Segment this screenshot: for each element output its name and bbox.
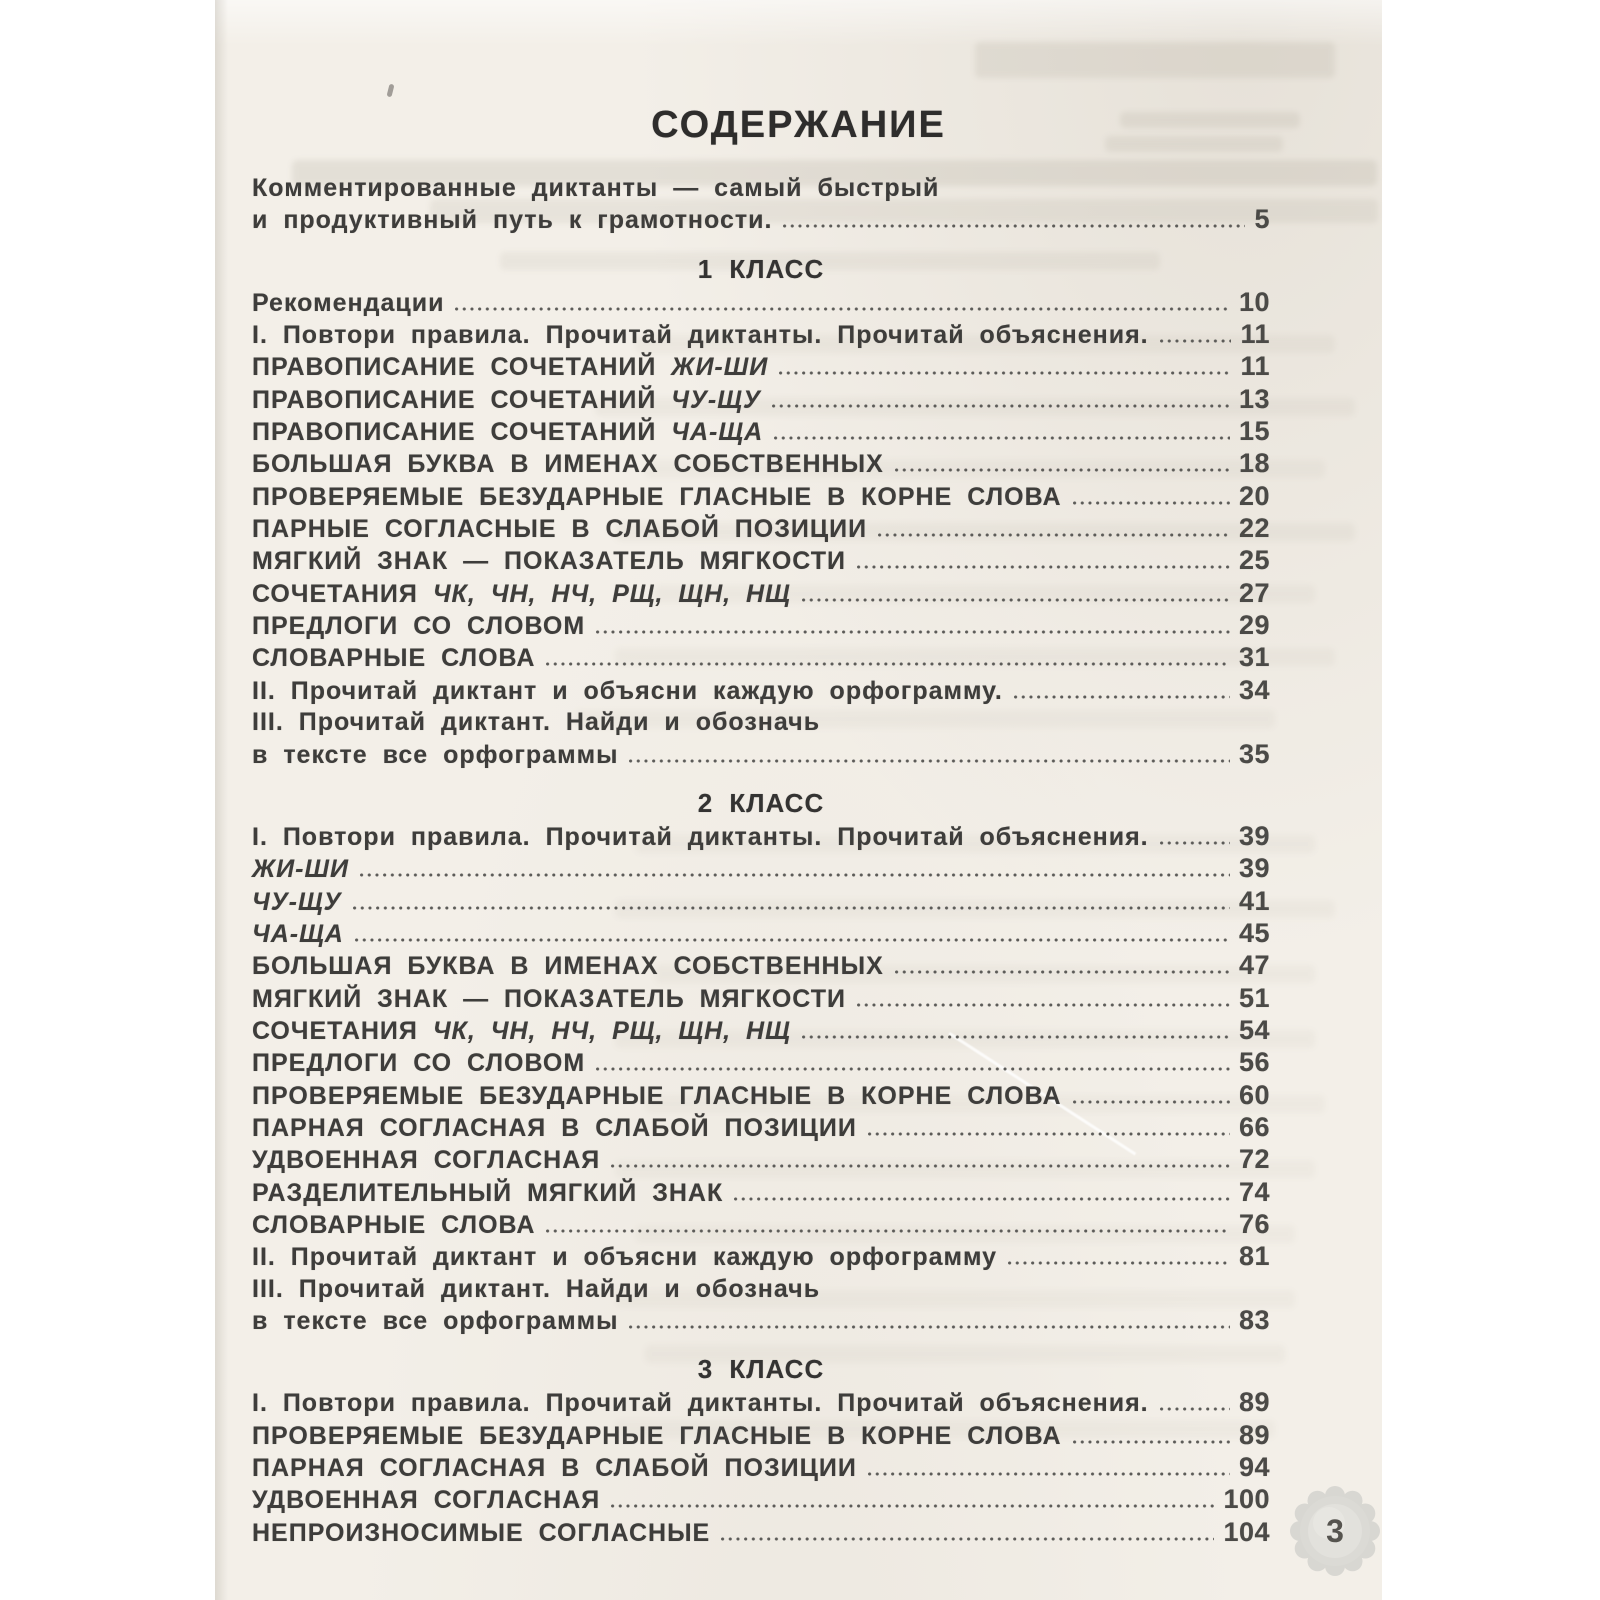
toc-item-label: [252, 288, 444, 319]
toc-row: [252, 319, 1270, 351]
toc-page-number: 5: [1254, 204, 1270, 235]
toc-page-number: 15: [1238, 416, 1270, 447]
toc-page-number: 47: [1238, 950, 1270, 981]
toc-item-label-text: СОЧЕТАНИЯ: [252, 579, 433, 608]
dot-leader: [1008, 1261, 1230, 1265]
dot-leader: [1073, 1440, 1230, 1444]
dot-leader: [1160, 1407, 1230, 1411]
dot-leader: [596, 1067, 1230, 1071]
toc-page-number: 89: [1238, 1419, 1270, 1450]
toc-page-number: 13: [1238, 383, 1270, 414]
toc-page-number: 41: [1238, 885, 1270, 916]
toc-item-label: [252, 1485, 600, 1516]
dot-leader: [857, 565, 1230, 569]
dot-leader: [779, 371, 1231, 375]
bleedthrough-line: [1105, 136, 1283, 152]
dot-leader: [360, 873, 1230, 877]
toc-item-label-italic: ЧУ-ЩУ: [671, 385, 761, 414]
dot-leader: [611, 1504, 1214, 1508]
toc-item-label-italic: ЧК, ЧН, НЧ, РЩ, ЩН, НЩ: [432, 579, 791, 608]
toc-page-number: 94: [1238, 1452, 1270, 1483]
toc-item-label-italic: ЧК, ЧН, НЧ, РЩ, ЩН, НЩ: [432, 1016, 791, 1045]
toc-row: [252, 1387, 1270, 1419]
toc-page-number: 35: [1238, 738, 1270, 769]
toc-item-label: [252, 173, 939, 204]
toc-page-number: 81: [1238, 1241, 1270, 1272]
toc-page-number: 89: [1238, 1387, 1270, 1418]
toc-item-label-text: II. Прочитай диктант и объясни каждую орфограмму.: [252, 676, 1003, 705]
toc-page-number: 60: [1238, 1079, 1270, 1110]
toc-row: [252, 481, 1270, 513]
dot-leader: [355, 938, 1230, 942]
toc-item-label-text: МЯГКИЙ ЗНАК — ПОКАЗАТЕЛЬ МЯГКОСТИ: [252, 984, 846, 1013]
toc-item-label-text: I. Повтори правила. Прочитай диктанты. Прочитай объяснения.: [252, 321, 1149, 350]
toc-page-number: 10: [1238, 286, 1270, 317]
toc-item-label: [252, 205, 772, 236]
dot-leader: [1160, 841, 1230, 845]
toc-page-number: 34: [1238, 674, 1270, 705]
toc-page-number: 104: [1223, 1516, 1270, 1547]
dot-leader: [721, 1537, 1214, 1541]
toc-row: [252, 675, 1270, 707]
toc-item-label-text: БОЛЬШАЯ БУКВА В ИМЕНАХ СОБСТВЕННЫХ: [252, 952, 884, 981]
toc-item-label: [252, 352, 768, 383]
toc-row: [252, 950, 1270, 982]
toc-item-label: [252, 1016, 791, 1047]
toc-row: [252, 1274, 1270, 1305]
toc-item-label-text: I. Повтори правила. Прочитай диктанты. Прочитай объяснения.: [252, 822, 1149, 851]
toc-row: [252, 1305, 1270, 1337]
dot-leader: [734, 1197, 1230, 1201]
toc-page-number: 45: [1238, 917, 1270, 948]
toc-row: [252, 351, 1270, 383]
toc-item-label: [252, 707, 820, 738]
toc-item-label: [252, 1453, 857, 1484]
toc-row: [252, 642, 1270, 674]
toc-item-label: [252, 482, 1062, 513]
toc-item-label-text: I. Повтори правила. Прочитай диктанты. Прочитай объяснения.: [252, 1389, 1149, 1418]
page-number: 3: [1326, 1513, 1344, 1549]
toc-row: [252, 707, 1270, 738]
toc-row: [252, 886, 1270, 918]
toc-item-label: [252, 611, 585, 642]
toc-item-label: [252, 1048, 585, 1079]
page-number-badge: [1289, 1485, 1381, 1577]
dot-leader: [772, 404, 1230, 408]
toc-item-label-text: РАЗДЕЛИТЕЛЬНЫЙ МЯГКИЙ ЗНАК: [252, 1178, 724, 1207]
toc-item-label-text: МЯГКИЙ ЗНАК — ПОКАЗАТЕЛЬ МЯГКОСТИ: [252, 547, 846, 576]
page-title: СОДЕРЖАНИЕ: [651, 104, 946, 146]
toc-page-number: 39: [1238, 853, 1270, 884]
dot-leader: [353, 906, 1230, 910]
toc-item-label: [252, 1518, 710, 1549]
scanned-page: [215, 0, 1382, 1600]
toc-item-label: [252, 951, 884, 982]
toc-item-label-italic: ЖИ-ШИ: [252, 855, 349, 884]
section-header: 2 КЛАСС: [697, 787, 825, 818]
toc-item-label: [252, 417, 763, 448]
toc-item-label: [252, 320, 1149, 351]
toc-page-number: 54: [1238, 1014, 1270, 1045]
toc-item-label: [252, 1274, 820, 1305]
toc-page-number: 29: [1238, 610, 1270, 641]
toc-row: [252, 416, 1270, 448]
toc-item-label-text: ПАРНАЯ СОГЛАСНАЯ В СЛАБОЙ ПОЗИЦИИ: [252, 1454, 857, 1483]
toc-page-number: 11: [1240, 319, 1270, 350]
toc-row: [252, 448, 1270, 480]
dot-leader: [895, 970, 1230, 974]
toc-item-label-italic: ЧА-ЩА: [671, 418, 764, 447]
toc-item-label-italic: ЖИ-ШИ: [671, 353, 769, 382]
toc-row: [252, 1241, 1270, 1273]
toc-row: [252, 173, 1270, 204]
toc-page-number: 72: [1238, 1144, 1270, 1175]
toc-page-number: 11: [1240, 351, 1270, 382]
toc-page-number: 76: [1238, 1208, 1270, 1239]
dot-leader: [629, 759, 1230, 763]
toc-item-label: [252, 887, 342, 918]
toc-row: [252, 739, 1270, 771]
toc-item-label-text: ПАРНЫЕ СОГЛАСНЫЕ В СЛАБОЙ ПОЗИЦИИ: [252, 515, 868, 544]
dot-leader: [774, 436, 1230, 440]
section-header: 3 КЛАСС: [697, 1354, 825, 1385]
toc-page-number: 100: [1223, 1484, 1270, 1515]
dot-leader: [1073, 501, 1230, 505]
toc-row: [252, 610, 1270, 642]
toc-row: [252, 1177, 1270, 1209]
toc-row: [252, 1015, 1270, 1047]
toc-row: [252, 1144, 1270, 1176]
dot-leader: [546, 662, 1230, 666]
toc-row: [252, 287, 1270, 319]
toc-item-label-text: III. Прочитай диктант. Найди и обозначь: [252, 1274, 821, 1303]
toc-page-number: 39: [1238, 820, 1270, 851]
toc-item-label-text: СЛОВАРНЫЕ СЛОВА: [252, 1210, 536, 1239]
toc-item-label: [252, 1081, 1062, 1112]
toc-row: [252, 1080, 1270, 1112]
toc-item-label: [252, 385, 761, 416]
toc-item-label: [252, 984, 846, 1015]
toc-page-number: 74: [1238, 1176, 1270, 1207]
toc-item-label-text: ПРАВОПИСАНИЕ СОЧЕТАНИЙ: [252, 385, 672, 414]
toc-item-label-text: Комментированные диктанты — самый быстрый: [252, 174, 940, 202]
table-of-contents: [252, 173, 1270, 1549]
toc-row: [252, 1452, 1270, 1484]
toc-row: [252, 918, 1270, 950]
toc-item-label-text: ПРОВЕРЯЕМЫЕ БЕЗУДАРНЫЕ ГЛАСНЫЕ В КОРНЕ СЛОВА: [252, 482, 1062, 511]
toc-page-number: 51: [1238, 982, 1270, 1013]
toc-page-number: 25: [1238, 545, 1270, 576]
toc-row: [252, 545, 1270, 577]
bleedthrough-line: [1120, 112, 1300, 128]
toc-item-label: [252, 1210, 535, 1241]
toc-page-number: 83: [1238, 1305, 1270, 1335]
toc-row: [252, 1047, 1270, 1079]
toc-item-label-text: Рекомендации: [252, 288, 445, 317]
toc-page-number: 20: [1238, 480, 1270, 511]
toc-item-label-text: II. Прочитай диктант и объясни каждую орфограмму: [252, 1243, 998, 1272]
dot-leader: [857, 1003, 1230, 1007]
toc-item-label-text: в тексте все орфограммы: [252, 1307, 619, 1335]
toc-row: [252, 1209, 1270, 1241]
toc-item-label: [252, 514, 867, 545]
toc-item-label-text: НЕПРОИЗНОСИМЫЕ СОГЛАСНЫЕ: [252, 1518, 711, 1547]
toc-item-label-text: БОЛЬШАЯ БУКВА В ИМЕНАХ СОБСТВЕННЫХ: [252, 450, 884, 479]
toc-item-label-text: ПАРНАЯ СОГЛАСНАЯ В СЛАБОЙ ПОЗИЦИИ: [252, 1113, 857, 1142]
toc-page-number: 18: [1238, 448, 1270, 479]
toc-page-number: 22: [1238, 513, 1270, 544]
toc-item-label: [252, 740, 618, 771]
toc-row: [252, 384, 1270, 416]
toc-item-label-text: УДВОЕННАЯ СОГЛАСНАЯ: [252, 1486, 601, 1515]
toc-item-label-italic: ЧУ-ЩУ: [252, 887, 342, 916]
toc-item-label-text: СЛОВАРНЫЕ СЛОВА: [252, 644, 536, 673]
toc-row: [252, 1420, 1270, 1452]
toc-item-label-text: ПРОВЕРЯЕМЫЕ БЕЗУДАРНЫЕ ГЛАСНЫЕ В КОРНЕ СЛОВА: [252, 1421, 1062, 1450]
toc-page-number: 31: [1238, 642, 1270, 673]
toc-item-label: [252, 1421, 1062, 1452]
toc-item-label-text: и продуктивный путь к грамотности.: [252, 206, 773, 235]
toc-item-label: [252, 1145, 600, 1176]
toc-row: [252, 204, 1270, 236]
toc-page-number: 66: [1238, 1111, 1270, 1142]
dot-leader: [783, 224, 1245, 228]
dot-leader: [546, 1229, 1230, 1233]
toc-item-label-text: ПРАВОПИСАНИЕ СОЧЕТАНИЙ: [252, 353, 672, 382]
dot-leader: [802, 598, 1230, 602]
toc-item-label-italic: ЧА-ЩА: [252, 919, 344, 948]
toc-item-label-text: УДВОЕННАЯ СОГЛАСНАЯ: [252, 1146, 601, 1175]
toc-item-label-text: ПРЕДЛОГИ СО СЛОВОМ: [252, 612, 586, 641]
dot-leader: [868, 1472, 1230, 1476]
dot-leader: [1014, 695, 1230, 699]
toc-item-label: [252, 1388, 1149, 1419]
dot-leader: [802, 1035, 1230, 1039]
toc-item-label-text: ПРОВЕРЯЕМЫЕ БЕЗУДАРНЫЕ ГЛАСНЫЕ В КОРНЕ СЛОВА: [252, 1081, 1062, 1110]
toc-row: [252, 983, 1270, 1015]
toc-item-label-text: ПРАВОПИСАНИЕ СОЧЕТАНИЙ: [252, 418, 672, 447]
toc-page-number: 56: [1238, 1047, 1270, 1078]
toc-item-label: [252, 676, 1003, 707]
bleedthrough-line: [975, 42, 1335, 78]
toc-row: [252, 853, 1270, 885]
toc-item-label: [252, 1113, 857, 1144]
toc-item-label: [252, 643, 535, 674]
dot-leader: [895, 468, 1230, 472]
dot-leader: [878, 533, 1230, 537]
dot-leader: [629, 1325, 1230, 1329]
toc-item-label-text: в тексте все орфограммы: [252, 740, 619, 769]
toc-row: [252, 578, 1270, 610]
toc-item-label-text: III. Прочитай диктант. Найди и обозначь: [252, 708, 821, 737]
toc-item-label: [252, 579, 791, 610]
toc-row: [252, 821, 1270, 853]
dot-leader: [455, 307, 1229, 311]
toc-item-label: [252, 546, 846, 577]
toc-item-label-text: СОЧЕТАНИЯ: [252, 1016, 433, 1045]
toc-item-label-text: ПРЕДЛОГИ СО СЛОВОМ: [252, 1049, 586, 1078]
toc-item-label: [252, 1306, 618, 1337]
dot-leader: [596, 630, 1230, 634]
toc-item-label: [252, 854, 349, 885]
toc-item-label: [252, 1242, 997, 1273]
dot-leader: [1160, 339, 1232, 343]
toc-row: [252, 1112, 1270, 1144]
ink-speck: [387, 84, 395, 98]
toc-row: [252, 513, 1270, 545]
section-header: 1 КЛАСС: [697, 253, 825, 284]
dot-leader: [1073, 1100, 1230, 1104]
toc-item-label: [252, 1178, 723, 1209]
toc-item-label: [252, 449, 884, 480]
dot-leader: [868, 1132, 1230, 1136]
toc-page-number: 27: [1238, 577, 1270, 608]
toc-row: [252, 1517, 1270, 1549]
dot-leader: [611, 1164, 1230, 1168]
toc-row: [252, 1484, 1270, 1516]
toc-item-label: [252, 919, 344, 950]
toc-item-label: [252, 822, 1149, 853]
